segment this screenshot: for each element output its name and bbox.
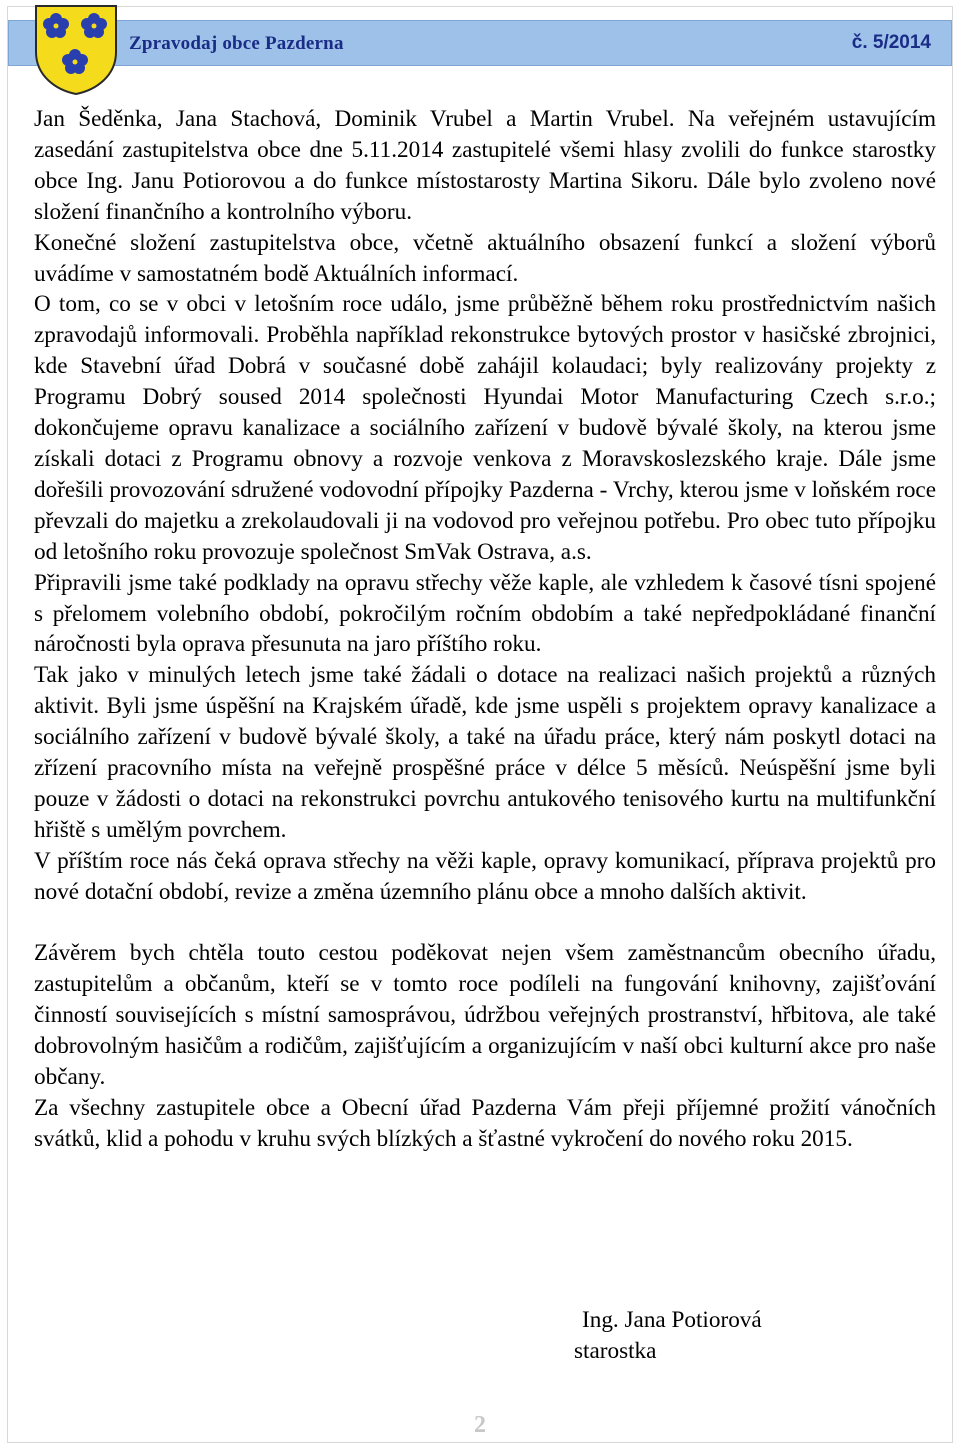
signature-block xyxy=(574,1305,762,1367)
article-body xyxy=(34,104,936,1155)
paragraph-spacer xyxy=(34,908,936,939)
paragraph: Připravili jsme také podklady na opravu střechy věže kaple, ale vzhledem k časové tísni spojené s přelomem volebního období, pokročilým ročním obdobím a také nepředpokládané finanční náročnosti byla oprava přesunuta na jaro příštího roku. xyxy=(34,569,936,658)
issue-number: č. 5/2014 xyxy=(851,32,931,53)
header-bar xyxy=(8,20,952,66)
page-number: 2 xyxy=(474,1412,486,1438)
paragraph: V příštím roce nás čeká oprava střechy na věži kaple, opravy komunikací, příprava projektů pro nové dotační období, revize a změna územního plánu obce a mnoho dalších aktivit. xyxy=(34,847,936,905)
village-crest-icon xyxy=(34,4,118,96)
newsletter-title: Zpravodaj obce Pazderna xyxy=(129,33,344,54)
paragraph: Tak jako v minulých letech jsme také žádali o dotace na realizaci našich projektů a různých aktivit. Byli jsme úspěšní na Krajském úřadě, kde jsme uspěli s projektem opravy kanalizace a sociálního zařízení v budově bývalé školy, a také na úřadu práce, který nám poskytl dotaci na zřízení pracovního místa na veřejně prospěšné práce v délce 5 měsíců. Neúspěšní jsme byli pouze v žádosti o dotaci na rekonstrukci povrchu antukového tenisového kurtu na multifunkční hřiště s umělým povrchem. xyxy=(34,662,936,843)
paragraph: Konečné složení zastupitelstva obce, včetně aktuálního obsazení funkcí a složení výborů uvádíme v samostatném bodě Aktuálních informací. xyxy=(34,229,936,287)
closing-paragraph: Závěrem bych chtěla touto cestou poděkovat nejen všem zaměstnancům obecního úřadu, zastupitelům a občanům, kteří se v tomto roce podíleli na fungování knihovny, zajišťování činností souvisejících s místní samosprávou, údržbou veřejných prostranství, hřbitova, ale také dobrovolným hasičům a rodičům, zajišťujícím a organizujícím v naší obci kulturní akce pro naše občany. xyxy=(34,940,936,1091)
signature-role: starostka xyxy=(574,1337,657,1364)
closing-paragraph: Za všechny zastupitele obce a Obecní úřad Pazderna Vám přeji příjemné prožití vánočních svátků, klid a pohodu v kruhu svých blízkých a šťastné vykročení do nového roku 2015. xyxy=(34,1094,936,1152)
signature-name: Ing. Jana Potiorová xyxy=(582,1307,762,1333)
paragraph: Jan Šeděnka, Jana Stachová, Dominik Vrubel a Martin Vrubel. Na veřejném ustavujícím zasedání zastupitelstva obce dne 5.11.2014 zastupitelé všemi hlasy zvolili do funkce starostky obce Ing. Janu Potiorovou a do funkce místostarosty Martina Sikoru. Dále bylo zvoleno nové složení finančního a kontrolního výboru. xyxy=(34,106,936,225)
paragraph: O tom, co se v obci v letošním roce událo, jsme průběžně během roku prostřednictvím našich zpravodajů informovali. Proběhla například rekonstrukce bytových prostor v hasičské zbrojnici, kde Stavební úřad Dobrá v současné době zahájil kolaudaci; byly realizovány projekty z Programu Dobrý soused 2014 společnosti Hyundai Motor Manufacturing Czech s.r.o.; dokončujeme opravu kanalizace a sociálního zařízení v budově bývalé školy, na kterou jsme získali dotaci z Programu obnovy a rozvoje venkova z Moravskoslezského kraje. Dále jsme dořešili provozování sdružené vodovodní přípojky Pazderna - Vrchy, kterou jsme v loňském roce převzali do majetku a zrekolaudovali ji na vodovod pro veřejnou potřebu. Pro obec tuto přípojku od letošního roku provozuje společnost SmVak Ostrava, a.s. xyxy=(34,291,936,565)
